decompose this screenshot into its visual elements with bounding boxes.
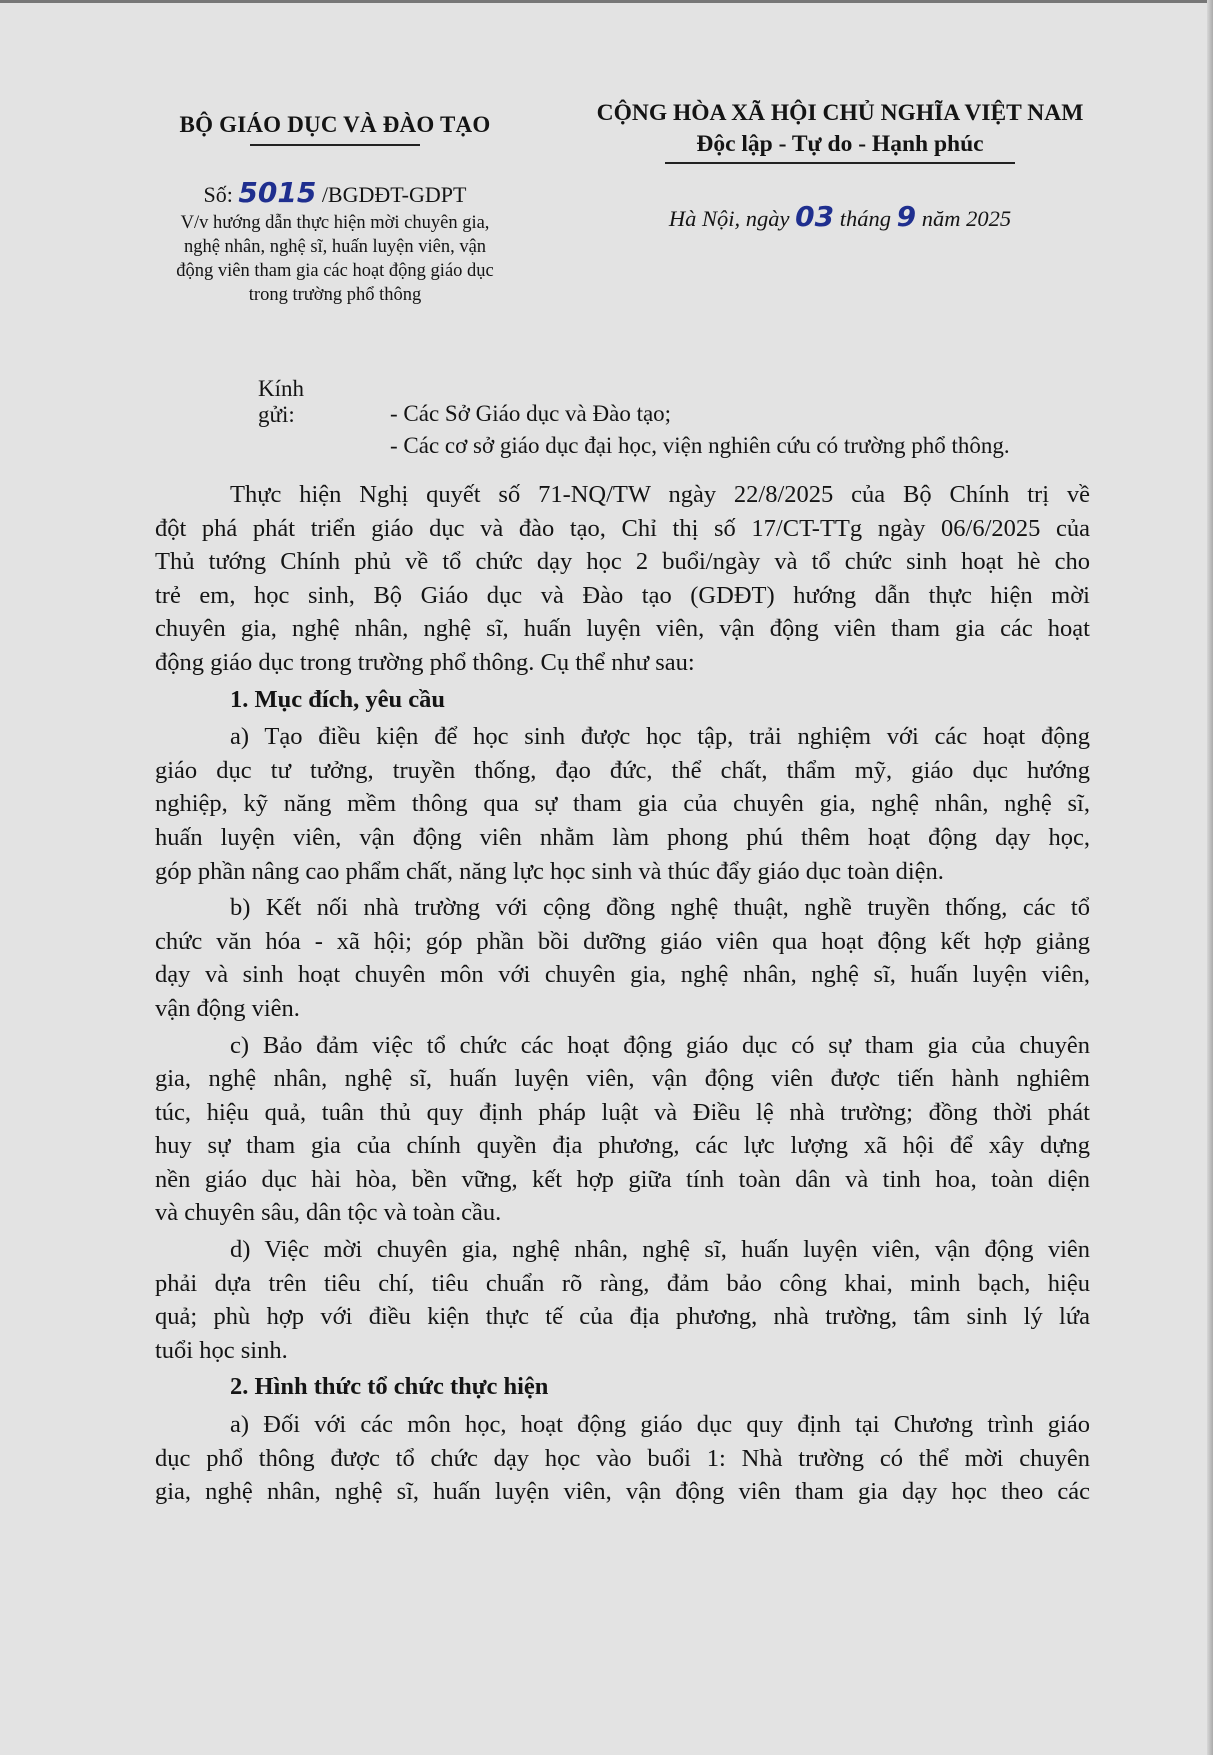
section-heading: 2. Hình thức tổ chức thực hiện	[230, 1373, 549, 1401]
text-line: và chuyên sâu, dân tộc và toàn cầu.	[155, 1199, 502, 1227]
text-line: gia, nghệ nhân, nghệ sĩ, huấn luyện viên, vận động viên được tiến hành nghiêm	[155, 1065, 1090, 1093]
text-line: b) Kết nối nhà trường với cộng đồng nghệ thuật, nghề truyền thống, các tổ	[230, 894, 1090, 922]
text-line: d) Việc mời chuyên gia, nghệ nhân, nghệ sĩ, huấn luyện viên, vận động viên	[230, 1236, 1090, 1264]
text-line: tuổi học sinh.	[155, 1336, 288, 1364]
recipients-label: Kính gửi:	[258, 376, 304, 427]
text-line: động giáo dục trong trường phổ thông. Cụ thể như sau:	[155, 648, 695, 676]
document-subject: V/v hướng dẫn thực hiện mời chuyên gia, nghệ nhân, nghệ sĩ, huấn luyện viên, vận động viên tham gia các hoạt động giáo dục trong trường phổ thông	[176, 213, 494, 305]
text-line: nghiệp, kỹ năng mềm thông qua sự tham gia của chuyên gia, nghệ nhân, nghệ sĩ,	[155, 790, 1090, 818]
paragraph-p1b	[155, 891, 1090, 1025]
recipient-item: - Các Sở Giáo dục và Đào tạo;	[390, 401, 672, 426]
text-line: Thủ tướng Chính phủ về tổ chức dạy học 2 buổi/ngày và tổ chức sinh hoạt hè cho	[155, 548, 1090, 576]
agency-name: BỘ GIÁO DỤC VÀ ĐÀO TẠO	[179, 112, 491, 137]
text-line: giáo dục tư tưởng, truyền thống, đạo đức, thể chất, thẩm mỹ, giáo dục hướng	[155, 756, 1090, 784]
text-line: dục phổ thông được tổ chức dạy học vào buổi 1: Nhà trường có thể mời chuyên	[155, 1444, 1090, 1472]
document-number: Số: 5015 /BGDĐT-GDPT	[203, 176, 467, 209]
paragraph-p2a	[155, 1408, 1090, 1509]
text-line: vận động viên.	[155, 994, 300, 1022]
issuing-agency-block	[140, 112, 530, 307]
section-heading: 1. Mục đích, yêu cầu	[230, 685, 446, 713]
handwritten-number: 5015	[238, 176, 317, 209]
text-line: chức văn hóa - xã hội; góp phần bồi dưỡng giáo viên qua hoạt động kết hợp giảng	[155, 927, 1090, 955]
text-line: chuyên gia, nghệ nhân, nghệ sĩ, huấn luyện viên, vận động viên tham gia các hoạt	[155, 615, 1090, 643]
scan-edge-right	[1207, 0, 1213, 1755]
text-line: a) Tạo điều kiện để học sinh được học tập, trải nghiệm với các hoạt động	[230, 723, 1090, 751]
text-line: huấn luyện viên, vận động viên nhằm làm phong phú thêm hoạt động dạy học,	[155, 823, 1090, 851]
text-line: đột phá phát triển giáo dục và đào tạo, Chỉ thị số 17/CT-TTg ngày 06/6/2025 của	[155, 514, 1090, 542]
recipients-list	[390, 398, 1010, 462]
document-body	[155, 478, 1090, 1512]
paragraph-p1c	[155, 1029, 1090, 1231]
text-line: dạy và sinh hoạt chuyên môn với chuyên gia, nghệ nhân, nghệ sĩ, huấn luyện viên,	[155, 961, 1090, 989]
text-line: nền giáo dục hài hòa, bền vững, kết hợp giữa tính toàn dân và tinh hoa, toàn diện	[155, 1165, 1090, 1193]
national-heading-block	[555, 100, 1125, 233]
text-line: huy sự tham gia của chính quyền địa phương, các lực lượng xã hội để xây dựng	[155, 1132, 1090, 1160]
text-line: phải dựa trên tiêu chí, tiêu chuẩn rõ ràng, đảm bảo công khai, minh bạch, hiệu	[155, 1269, 1090, 1297]
recipient-item: - Các cơ sở giáo dục đại học, viện nghiên cứu có trường phổ thông.	[390, 433, 1010, 458]
paragraph-p1d	[155, 1233, 1090, 1367]
agency-underline	[250, 144, 420, 146]
motto-underline	[665, 162, 1015, 164]
paragraph-intro	[155, 478, 1090, 680]
text-line: Thực hiện Nghị quyết số 71-NQ/TW ngày 22/8/2025 của Bộ Chính trị về	[230, 481, 1090, 508]
text-line: túc, hiệu quả, tuân thủ quy định pháp luật và Điều lệ nhà trường; đồng thời phát	[155, 1098, 1090, 1126]
text-line: góp phần nâng cao phẩm chất, năng lực học sinh và thúc đẩy giáo dục toàn diện.	[155, 857, 944, 885]
text-line: gia, nghệ nhân, nghệ sĩ, huấn luyện viên, vận động viên tham gia dạy học theo các	[155, 1478, 1090, 1506]
text-line: trẻ em, học sinh, Bộ Giáo dục và Đào tạo (GDĐT) hướng dẫn thực hiện mời	[155, 581, 1090, 609]
national-motto: Độc lập - Tự do - Hạnh phúc	[696, 131, 984, 157]
text-line: quả; phù hợp với điều kiện thực tế của địa phương, nhà trường, tâm sinh lý lứa	[155, 1303, 1090, 1331]
document-date: Hà Nội, ngày 03 tháng 9 năm 2025	[668, 200, 1012, 233]
scan-edge-top	[0, 0, 1213, 3]
text-line: c) Bảo đảm việc tổ chức các hoạt động giáo dục có sự tham gia của chuyên	[230, 1031, 1090, 1059]
nation-title: CỘNG HÒA XÃ HỘI CHỦ NGHĨA VIỆT NAM	[596, 100, 1084, 126]
text-line: a) Đối với các môn học, hoạt động giáo dục quy định tại Chương trình giáo	[230, 1411, 1090, 1439]
paragraph-p1a	[155, 720, 1090, 888]
